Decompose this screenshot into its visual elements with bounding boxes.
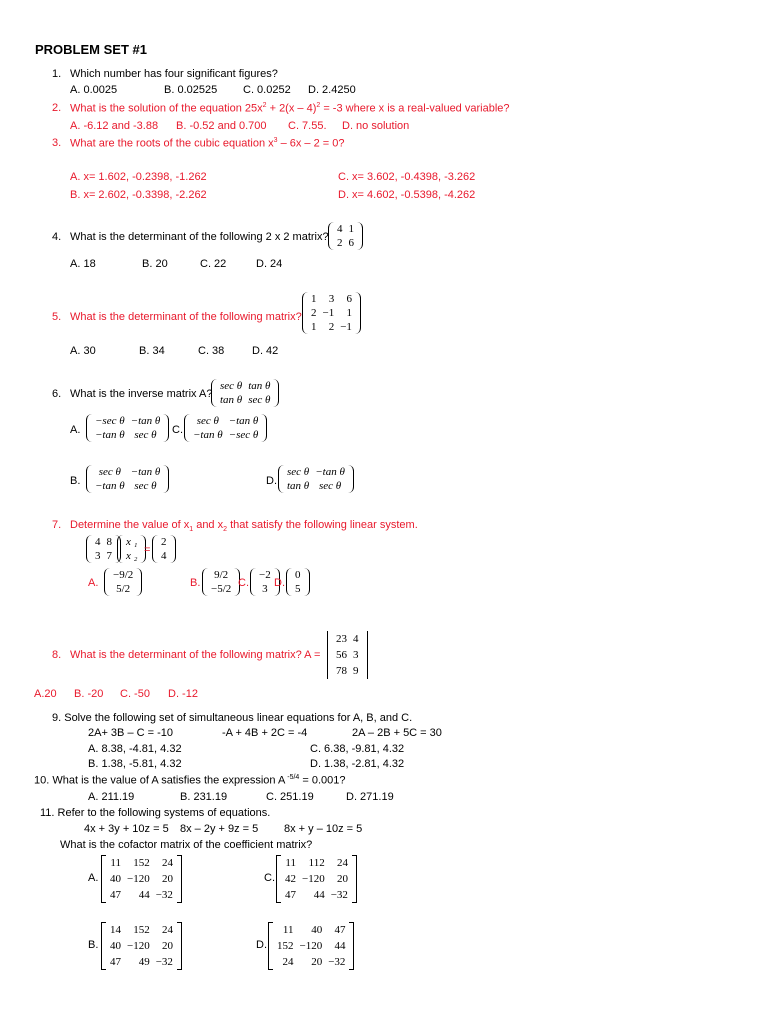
equation-1: 4x + 3y + 10z = 5 bbox=[84, 823, 169, 835]
question-text: What is the determinant of the following matrix? bbox=[70, 311, 302, 323]
question-number: 3. bbox=[52, 137, 62, 149]
choice-a-vector: −9/2 5/2 bbox=[104, 568, 142, 596]
choice-c: C. 251.19 bbox=[266, 791, 314, 803]
choice-b: B. -0.52 and 0.700 bbox=[176, 120, 267, 132]
choice-d-label: D. bbox=[274, 577, 285, 589]
choice-b-label: B. bbox=[88, 939, 99, 951]
equation-2: 8x – 2y + 9z = 5 bbox=[180, 823, 259, 835]
choice-d: D. -12 bbox=[168, 688, 198, 700]
choice-a: A. 211.19 bbox=[88, 791, 135, 803]
question-text: Determine the value of $x_1$ and $x_2$ that satisfy the following linear system. bbox=[70, 519, 418, 534]
choice-c-matrix: sec θ −tan θ −tan θ −sec θ bbox=[184, 414, 267, 442]
choice-a-matrix: 11 152 24 40 −120 20 47 44 −32 bbox=[101, 855, 182, 903]
choice-c: C. 0.0252 bbox=[243, 84, 291, 96]
choice-a: A. 8.38, -4.81, 4.32 bbox=[88, 743, 182, 755]
question-text: What is the solution of the equation $25x^2 + 2(x - 4)^2 = -3$ where x is a real-valued variable? bbox=[70, 102, 510, 115]
choice-a-label: A. bbox=[88, 577, 99, 589]
choice-a: A. 30 bbox=[70, 345, 96, 357]
question-number: 2. bbox=[52, 102, 62, 114]
equation-2: -A + 4B + 2C = -4 bbox=[222, 727, 308, 739]
choice-d: D. no solution bbox=[342, 120, 410, 132]
question-number: 8. bbox=[52, 649, 62, 661]
choice-c: C. 38 bbox=[198, 345, 225, 357]
choice-d: D. x= 4.602, -0.5398, -4.262 bbox=[338, 189, 476, 201]
choice-c: C. x= 3.602, -0.4398, -3.262 bbox=[338, 171, 476, 183]
question-number: 4. bbox=[52, 231, 62, 243]
determinant-matrix: 23 4 56 3 78 9 bbox=[327, 631, 368, 679]
choice-d: D. 271.19 bbox=[346, 791, 394, 803]
choice-a: A.20 bbox=[34, 688, 57, 700]
question-subtext: What is the cofactor matrix of the coefficient matrix? bbox=[60, 839, 313, 851]
question-text: What are the roots of the cubic equation $x^3 - 6x - 2 = 0$? bbox=[70, 137, 345, 150]
question-number: 6. bbox=[52, 388, 62, 400]
equals-sign: = bbox=[144, 544, 151, 556]
page-title: PROBLEM SET #1 bbox=[35, 42, 147, 57]
choice-d: D. 1.38, -2.81, 4.32 bbox=[310, 758, 405, 770]
choice-d-matrix: sec θ −tan θ tan θ sec θ bbox=[278, 465, 354, 493]
choice-b: B. -20 bbox=[74, 688, 104, 700]
choice-a-label: A. bbox=[70, 424, 81, 436]
coefficient-matrix: 4 8 3 7 bbox=[86, 535, 121, 563]
choice-d-matrix: 11 40 47 152 −120 44 24 20 −32 bbox=[268, 922, 354, 970]
choice-c-label: C. bbox=[264, 872, 275, 884]
variable-vector: x ₁ x ₂ bbox=[117, 535, 146, 563]
choice-b: B. 231.19 bbox=[180, 791, 228, 803]
choice-c-matrix: 11 112 24 42 −120 20 47 44 −32 bbox=[276, 855, 357, 903]
choice-b: B. 1.38, -5.81, 4.32 bbox=[88, 758, 182, 770]
choice-a: A. x= 1.602, -0.2398, -1.262 bbox=[70, 171, 207, 183]
choice-d: D. 2.4250 bbox=[308, 84, 356, 96]
choice-c-label: C. bbox=[238, 577, 249, 589]
choice-a: A. 0.0025 bbox=[70, 84, 118, 96]
question-text: Which number has four significant figures? bbox=[70, 68, 278, 80]
question-number: 1. bbox=[52, 68, 62, 80]
question-text: 9. Solve the following set of simultaneous linear equations for A, B, and C. bbox=[52, 712, 413, 724]
choice-d-label: D. bbox=[256, 939, 267, 951]
choice-b: B. 20 bbox=[142, 258, 168, 270]
choice-b: B. 34 bbox=[139, 345, 165, 357]
choice-b-label: B. bbox=[70, 475, 81, 487]
matrix-2x2: 4 1 2 6 bbox=[328, 222, 363, 250]
equation-3: 2A – 2B + 5C = 30 bbox=[352, 727, 442, 739]
choice-c: C. -50 bbox=[120, 688, 150, 700]
choice-c: C. 7.55. bbox=[288, 120, 327, 132]
choice-d: D. 42 bbox=[252, 345, 279, 357]
question-text: 11. Refer to the following systems of equations. bbox=[40, 807, 271, 819]
rhs-vector: 2 4 bbox=[152, 535, 176, 563]
choice-b: B. x= 2.602, -0.3398, -2.262 bbox=[70, 189, 207, 201]
choice-c: C. 22 bbox=[200, 258, 227, 270]
choice-c: C. 6.38, -9.81, 4.32 bbox=[310, 743, 405, 755]
question-text: What is the determinant of the following 2 x 2 matrix? bbox=[70, 231, 329, 243]
question-number: 5. bbox=[52, 311, 62, 323]
matrix-3x3: 1 3 6 2 −1 1 1 2 −1 bbox=[302, 292, 361, 334]
choice-d: D. 24 bbox=[256, 258, 283, 270]
question-text: 10. What is the value of A satisfies the expression A $^{-5/4}$ = 0.001? bbox=[34, 774, 346, 787]
question-text: What is the inverse matrix A? bbox=[70, 388, 213, 400]
equation-1: 2A+ 3B – C = -10 bbox=[88, 727, 173, 739]
choice-b-matrix: 14 152 24 40 −120 20 47 49 −32 bbox=[101, 922, 182, 970]
choice-b: B. 0.02525 bbox=[164, 84, 218, 96]
choice-a-matrix: −sec θ −tan θ −tan θ sec θ bbox=[86, 414, 169, 442]
choice-d-vector: 0 5 bbox=[286, 568, 310, 596]
question-text: What is the determinant of the following matrix? A = bbox=[70, 649, 321, 661]
matrix-a: sec θ tan θ tan θ sec θ bbox=[211, 379, 279, 407]
choice-b-label: B. bbox=[190, 577, 201, 589]
choice-a: A. 18 bbox=[70, 258, 96, 270]
choice-c-vector: −2 3 bbox=[250, 568, 280, 596]
choice-a: A. -6.12 and -3.88 bbox=[70, 120, 159, 132]
choice-b-vector: 9/2 −5/2 bbox=[202, 568, 240, 596]
choice-d-label: D. bbox=[266, 475, 277, 487]
question-number: 7. bbox=[52, 519, 62, 531]
choice-c-label: C. bbox=[172, 424, 183, 436]
choice-a-label: A. bbox=[88, 872, 99, 884]
equation-3: 8x + y – 10z = 5 bbox=[284, 823, 363, 835]
choice-b-matrix: sec θ −tan θ −tan θ sec θ bbox=[86, 465, 169, 493]
